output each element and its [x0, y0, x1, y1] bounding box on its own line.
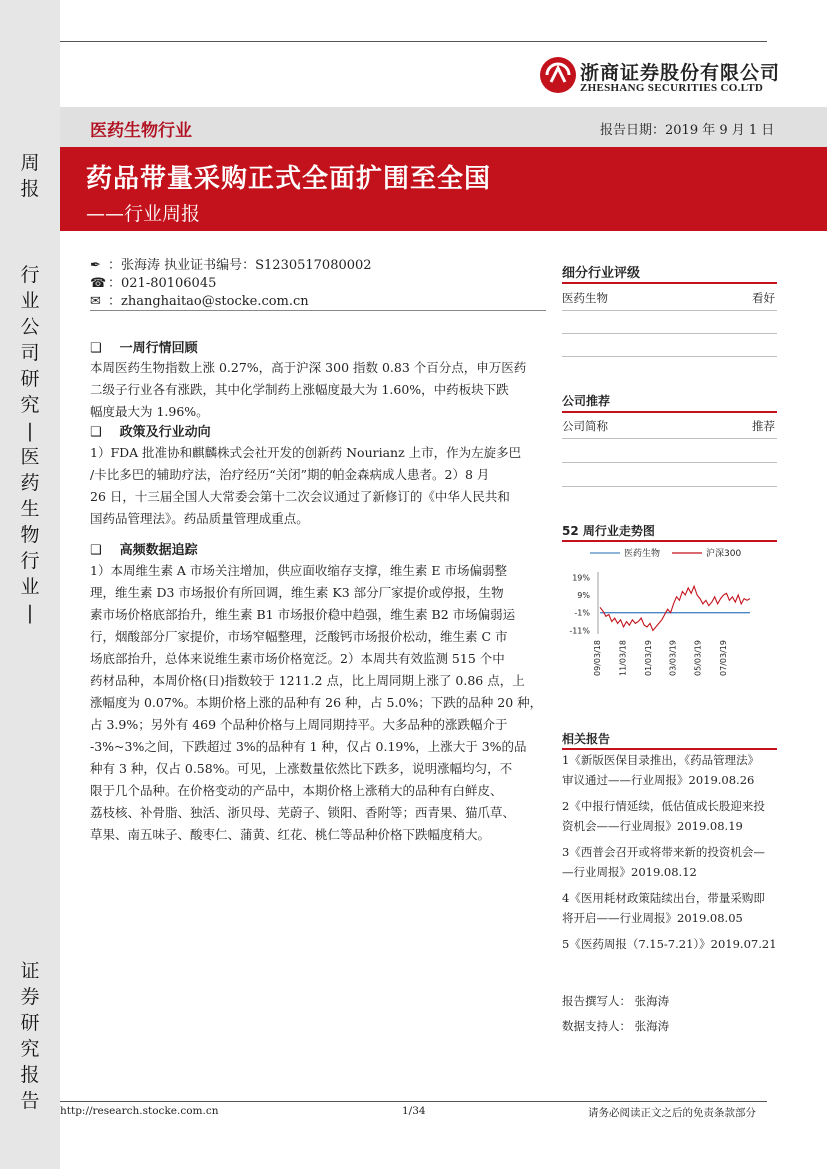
author-email[interactable]: ：zhanghaitao@stocke.com.cn: [108, 294, 309, 309]
company-logo-icon: [538, 55, 578, 95]
company-name-en: ZHESHANG SECURITIES CO.LTD: [580, 82, 764, 94]
recommend-rule: [562, 411, 777, 413]
phone-icon: ☎: [90, 276, 107, 291]
recommend-col-rating: 推荐: [752, 419, 775, 433]
checkbox-bullet-icon: ❑: [90, 425, 102, 440]
section-body-data: 1）本周维生素 A 市场关注增加，供应面收缩存支撑，维生素 E 市场偏弱整 理，维生素 D3 市场报价有所回调，维生素 K3 部分厂家提价或停报，生物 素市场价格底部抬升，维生素 B1 市场报价稳中趋强，维生素 B2 市场偏弱运 行，烟酸部分厂家提价，市场窄幅整理，泛酸钙市场报价松动，维生素 C 市 场底部抬升，总体来说维生素市场价格宽泛。2）本周共有效监测 515 个中 药材品种，本周价格(日)指数较于 1211.2 点，比上周同期上涨了 0.86 点，上 涨幅度为 0.07%。本期价格上涨的品种有 26 种，占 5.0%；下跌的品种 20 种， 占 3.9%；另外有 469 个品种价格与上周同期持平。大多品种的涨跌幅介于 -3%~3%之间，下跌超过 3%的品种有 1 种，仅占 0.19%，上涨大于 3%的品 种有 3 种，仅占 0.58%。可见，上涨数量依然比下跌多，说明涨幅均匀，不 限于几个品种。在价格变动的产品中，本期价格上涨稍大的品种有白鲜皮、 荔枝核、补骨脂、独活、浙贝母、芜蔚子、锁阳、香附等；西青果、猫爪草、 草果、南五味子、酸枣仁、蒲黄、红花、桃仁等品种价格下跌幅度稍大。: [90, 563, 543, 842]
data-supporter: 数据支持人： 张海涛: [562, 1019, 670, 1033]
rating-industry: 医药生物: [562, 291, 608, 305]
report-date: 报告日期：2019 年 9 月 1 日: [600, 123, 775, 138]
footer-rule: [60, 1101, 767, 1102]
recommend-heading: 公司推荐: [562, 394, 611, 408]
y-tick-label: 9%: [577, 591, 590, 601]
checkbox-bullet-icon: ❑: [90, 341, 102, 356]
rating-row-line: [562, 310, 777, 311]
page-subtitle: ——行业周报: [86, 203, 201, 225]
related-heading: 相关报告: [562, 732, 611, 746]
series-line-hs300: [600, 586, 750, 630]
x-tick-label: 07/03/19: [718, 640, 728, 676]
footer-disclaimer: 请务必阅读正文之后的免责条款部分: [588, 1107, 756, 1119]
author-divider: [90, 310, 546, 311]
author-row: [90, 254, 372, 273]
x-tick-label: 11/03/18: [618, 640, 628, 676]
chart-rule: [562, 540, 777, 542]
section-heading-market: ❑ 一周行情回顾: [90, 341, 198, 356]
y-tick-label: 19%: [572, 573, 590, 583]
section-heading-data: ❑ 高频数据追踪: [90, 543, 198, 558]
side-weekly-label: 周 报: [20, 152, 40, 200]
checkbox-bullet-icon: ❑: [90, 543, 102, 558]
recommend-row-line: [562, 438, 777, 439]
rating-value: 看好: [752, 291, 775, 305]
industry-label: 医药生物行业: [90, 121, 192, 141]
y-tick-label: -1%: [574, 608, 590, 618]
rating-row-line: [562, 356, 777, 357]
pen-icon: ✒: [90, 258, 101, 273]
page-number: 1/34: [402, 1105, 426, 1117]
rating-row-line: [562, 333, 777, 334]
x-tick-label: 05/03/19: [693, 640, 703, 676]
report-writer: 报告撰写人： 张海涛: [562, 994, 670, 1008]
side-category-label: 行 业 公 司 研 究 | 医 药 生 物 行 业 |: [20, 264, 40, 624]
section-body-market: 本周医药生物指数上涨 0.27%，高于沪深 300 指数 0.83 个百分点，申万医药 二级子行业各有涨跌，其中化学制药上涨幅度最大为 1.60%，中药板块下跌 幅度最大为 1.96%。: [90, 360, 527, 419]
phone-row: [90, 272, 216, 291]
x-tick-label: 09/03/18: [593, 640, 602, 676]
recommend-row-line: [562, 462, 777, 463]
recommend-col-company: 公司简称: [562, 419, 608, 433]
trend-chart: [560, 544, 780, 704]
recommend-row-line: [562, 486, 777, 487]
top-rule: [60, 41, 767, 42]
section-heading-policy: ❑ 政策及行业动向: [90, 425, 211, 440]
side-report-label: 证 券 研 究 报 告: [20, 960, 40, 1112]
y-tick-label: -11%: [569, 626, 590, 636]
related-list: [562, 750, 780, 954]
company-name-cn: 浙商证券股份有限公司: [580, 62, 781, 84]
rating-heading: 细分行业评级: [562, 266, 641, 281]
section-body-policy: 1）FDA 批准协和麒麟株式会社开发的创新药 Nourianz 上市，作为左旋多巴 /卡比多巴的辅助疗法，治疗经历“关闭”期的帕金森病成人患者。2）8 月 26 日，十三届全国人大常委会第十二次会议通过了新修订的《中华人民共和 国药品管理法》。药品质量管理成重点。: [90, 445, 522, 526]
page-title: 药品带量采购正式全面扩围至全国: [86, 164, 492, 194]
related-item[interactable]: 4《医用耗材政策陆续出台，带量采购即 将开启——行业周报》2019.08.05: [562, 891, 765, 925]
rating-rule: [562, 282, 777, 284]
mail-icon: ✉: [90, 294, 101, 309]
author-name: ：张海涛 执业证书编号：S1230517080002: [108, 258, 372, 273]
x-tick-label: 01/03/19: [644, 640, 654, 676]
related-item[interactable]: 1《新版医保目录推出，《药品管理法》 审议通过——行业周报》2019.08.26: [562, 753, 760, 787]
related-item[interactable]: 2《中报行情延续，低估值成长股迎来投 资机会——行业周报》2019.08.19: [562, 799, 765, 833]
author-phone: ：021-80106045: [108, 276, 217, 291]
x-tick-label: 03/03/19: [668, 640, 678, 676]
email-row: [90, 290, 309, 309]
chart-title: 52 周行业走势图: [562, 524, 655, 538]
related-item[interactable]: 3《西普会召开或将带来新的投资机会— —行业周报》2019.08.12: [562, 845, 765, 879]
legend-label-pharma: 医药生物: [624, 549, 661, 559]
legend-label-hs300: 沪深300: [706, 549, 742, 559]
related-item[interactable]: 5《医药周报（7.15-7.21）》2019.07.21: [562, 937, 777, 951]
footer-url[interactable]: http://research.stocke.com.cn: [60, 1105, 219, 1117]
